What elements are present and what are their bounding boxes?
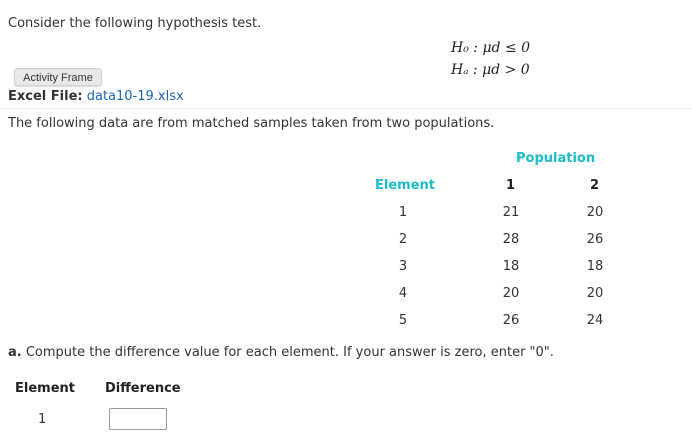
answer-difference-header: Difference <box>105 381 181 396</box>
part-a-text: Compute the difference value for each element. If your answer is zero, enter "0". <box>25 345 554 360</box>
population-header: Population <box>516 151 596 166</box>
excel-file-line <box>8 89 184 104</box>
element-column-header: Element <box>375 178 435 193</box>
population-2-cell: 20 <box>586 286 604 301</box>
activity-frame-button[interactable]: Activity Frame <box>14 68 102 86</box>
population-1-cell: 28 <box>502 232 520 247</box>
element-cell: 2 <box>398 232 408 247</box>
population-1-cell: 26 <box>502 313 520 328</box>
excel-file-link[interactable]: data10-19.xlsx <box>86 89 184 104</box>
answer-element-cell: 1 <box>38 412 47 427</box>
population-1-cell: 21 <box>502 205 520 220</box>
excel-file-label: Excel File: <box>8 89 83 104</box>
alternative-hypothesis: Hₐ : μd > 0 <box>451 62 530 78</box>
element-cell: 4 <box>398 286 408 301</box>
population-2-header: 2 <box>590 178 600 193</box>
divider <box>0 108 692 109</box>
part-a-question <box>8 345 554 360</box>
population-1-cell: 20 <box>502 286 520 301</box>
population-2-cell: 18 <box>586 259 604 274</box>
element-cell: 3 <box>398 259 408 274</box>
answer-element-header: Element <box>15 381 75 396</box>
difference-input[interactable] <box>109 408 167 430</box>
null-hypothesis: H₀ : μd ≤ 0 <box>451 40 531 56</box>
element-cell: 1 <box>398 205 408 220</box>
population-1-header: 1 <box>506 178 516 193</box>
data-description: The following data are from matched samples taken from two populations. <box>8 116 495 131</box>
part-a-label: a. <box>8 345 22 360</box>
intro-text: Consider the following hypothesis test. <box>8 16 262 31</box>
element-cell: 5 <box>398 313 408 328</box>
population-2-cell: 20 <box>586 205 604 220</box>
population-2-cell: 26 <box>586 232 604 247</box>
population-1-cell: 18 <box>502 259 520 274</box>
population-2-cell: 24 <box>586 313 604 328</box>
